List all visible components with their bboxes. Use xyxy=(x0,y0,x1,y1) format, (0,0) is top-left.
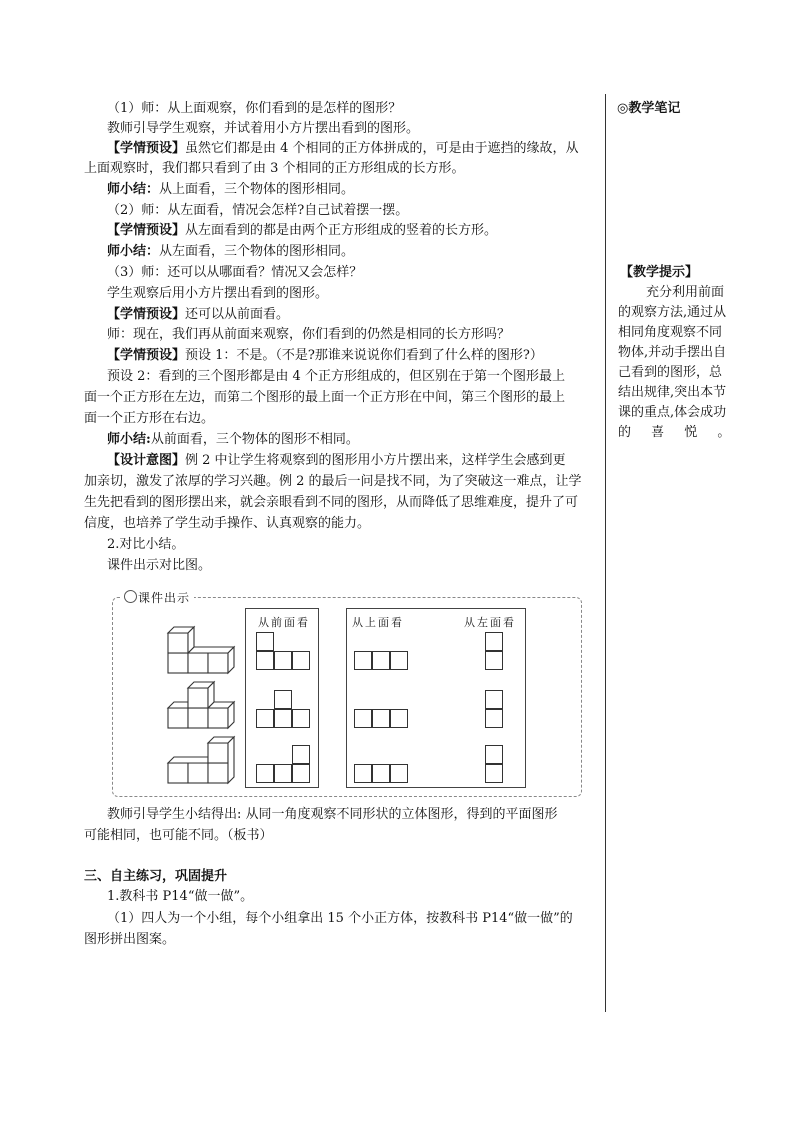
text-line: 上面观察时，我们都只看到了由 3 个相同的正方形组成的长方形。 xyxy=(84,161,465,176)
square xyxy=(256,651,274,670)
square xyxy=(390,651,408,670)
square xyxy=(372,764,390,783)
tip-line: 课的重点,体会成功 xyxy=(618,405,727,420)
square xyxy=(390,764,408,783)
figure-tag-label: 课件出示 xyxy=(138,591,191,605)
text-line: 1.教科书 P14“做一做”。 xyxy=(107,889,254,904)
text-line: 2.对比小结。 xyxy=(107,537,185,552)
text-line: （3）师：还可以从哪面看？情况又会怎样？ xyxy=(107,265,363,280)
tag-label: 【设计意图】 xyxy=(107,453,186,468)
square xyxy=(372,709,390,728)
cube-object-3 xyxy=(168,737,234,783)
square xyxy=(354,709,372,728)
text-line: 信度，也培养了学生动手操作、认真观察的能力。 xyxy=(84,516,371,531)
text-span: 从左面看到的都是由两个正方形组成的竖着的长方形。 xyxy=(185,223,498,238)
tip-line: 相同角度观察不同 xyxy=(618,325,723,340)
square xyxy=(292,709,310,728)
tip-line: 结出规律,突出本节 xyxy=(618,385,727,400)
tag-label: 师小结： xyxy=(107,182,160,197)
tag-label: 师小结: xyxy=(107,432,151,447)
text-line xyxy=(107,243,354,261)
square xyxy=(354,764,372,783)
text-line: 教师引导学生观察，并试着用小方片摆出看到的图形。 xyxy=(107,121,420,136)
text-line: 面一个正方形在左边，而第二个图形的最上面一个正方形在中间，第三个图形的最上 xyxy=(84,390,566,405)
left-view-label: 从左面看 xyxy=(464,616,516,629)
square xyxy=(485,745,503,764)
text-line xyxy=(107,306,289,324)
text-line xyxy=(107,452,566,470)
square xyxy=(485,651,503,670)
text-span: 还可以从前面看。 xyxy=(185,307,290,322)
text-span: 虽然它们都是由 4 个相同的正方体拼成的，可是由于遮挡的缘故，从 xyxy=(185,141,579,156)
text-line: 面一个正方形在右边。 xyxy=(84,411,215,426)
section-heading: 三、自主练习，巩固提升 xyxy=(84,869,228,884)
text-line xyxy=(107,222,497,240)
square xyxy=(485,690,503,709)
square xyxy=(390,709,408,728)
square xyxy=(256,709,274,728)
cube-drawings xyxy=(160,620,240,790)
tag-label: 【学情预设】 xyxy=(107,141,186,156)
tag-label: 【学情预设】 xyxy=(107,348,186,363)
tip-line: 的 喜 悦 。 xyxy=(618,425,731,440)
square xyxy=(256,764,274,783)
square xyxy=(485,709,503,728)
tip-line: 的观察方法,通过从 xyxy=(618,305,727,320)
text-line: 学生观察后用小方片摆出看到的图形。 xyxy=(107,286,329,301)
text-span: 例 2 中让学生将观察到的图形用小方片摆出来，这样学生会感到更 xyxy=(185,453,566,468)
tag-label: 【学情预设】 xyxy=(107,223,186,238)
top-view-label: 从上面看 xyxy=(352,616,404,629)
square xyxy=(485,764,503,783)
text-line: 图形拼出图案。 xyxy=(84,932,176,947)
square xyxy=(274,709,292,728)
tag-label: 【学情预设】 xyxy=(107,307,186,322)
tag-label: 师小结： xyxy=(107,244,160,259)
square xyxy=(372,651,390,670)
tip-line: 充分利用前面 xyxy=(646,285,725,300)
notes-title: ◎教学笔记 xyxy=(617,101,681,116)
square xyxy=(274,651,292,670)
tip-line: 己看到的图形，总 xyxy=(618,365,723,380)
text-line xyxy=(107,431,359,449)
cube-object-2 xyxy=(168,682,234,728)
square xyxy=(354,651,372,670)
square xyxy=(256,632,274,651)
text-line xyxy=(107,140,579,158)
text-line: 教师引导学生小结得出: 从同一角度观察不同形状的立体图形，得到的平面图形 xyxy=(107,807,558,822)
text-line: 师：现在，我们再从前面来观察，你们看到的仍然是相同的长方形吗？ xyxy=(107,327,511,342)
text-line: （1）师：从上面观察，你们看到的是怎样的图形？ xyxy=(107,101,402,116)
cube-object-1 xyxy=(168,627,234,673)
text-line: 课件出示对比图。 xyxy=(107,558,212,573)
text-line: 生先把看到的图形摆出来，就会亲眼看到不同的图形，从而降低了思维难度，提升了可 xyxy=(84,495,579,510)
front-view-label: 从前面看 xyxy=(258,616,310,629)
square xyxy=(292,764,310,783)
text-line xyxy=(107,181,354,199)
text-line xyxy=(107,347,543,365)
column-divider xyxy=(605,94,606,1012)
text-span: 从上面看，三个物体的图形相同。 xyxy=(159,182,355,197)
text-line: 预设 2：看到的三个图形都是由 4 个正方形组成的，但区别在于第一个图形最上 xyxy=(107,369,565,384)
text-span: 预设 1：不是。（不是?那谁来说说你们看到了什么样的图形?） xyxy=(185,348,543,363)
text-line: （1）四人为一个小组，每个小组拿出 15 个小正方体，按教科书 P14“做一做”的 xyxy=(107,911,573,926)
square xyxy=(485,632,503,651)
square xyxy=(274,764,292,783)
text-span: 从左面看，三个物体的图形相同。 xyxy=(159,244,355,259)
figure-tag xyxy=(120,589,194,606)
circle-icon xyxy=(124,590,137,603)
square xyxy=(274,690,292,709)
text-line: 可能相同，也可能不同。（板书） xyxy=(84,828,273,843)
text-line: 加亲切，激发了浓厚的学习兴趣。例 2 的最后一问是找不同，为了突破这一难点，让学 xyxy=(84,474,582,489)
text-span: 从前面看，三个物体的图形不相同。 xyxy=(150,432,359,447)
tips-title: 【教学提示】 xyxy=(620,265,699,280)
text-line: （2）师：从左面看，情况会怎样?自己试着摆一摆。 xyxy=(107,203,409,218)
tip-line: 物体,并动手摆出自 xyxy=(618,345,727,360)
square xyxy=(292,651,310,670)
square xyxy=(292,745,310,764)
